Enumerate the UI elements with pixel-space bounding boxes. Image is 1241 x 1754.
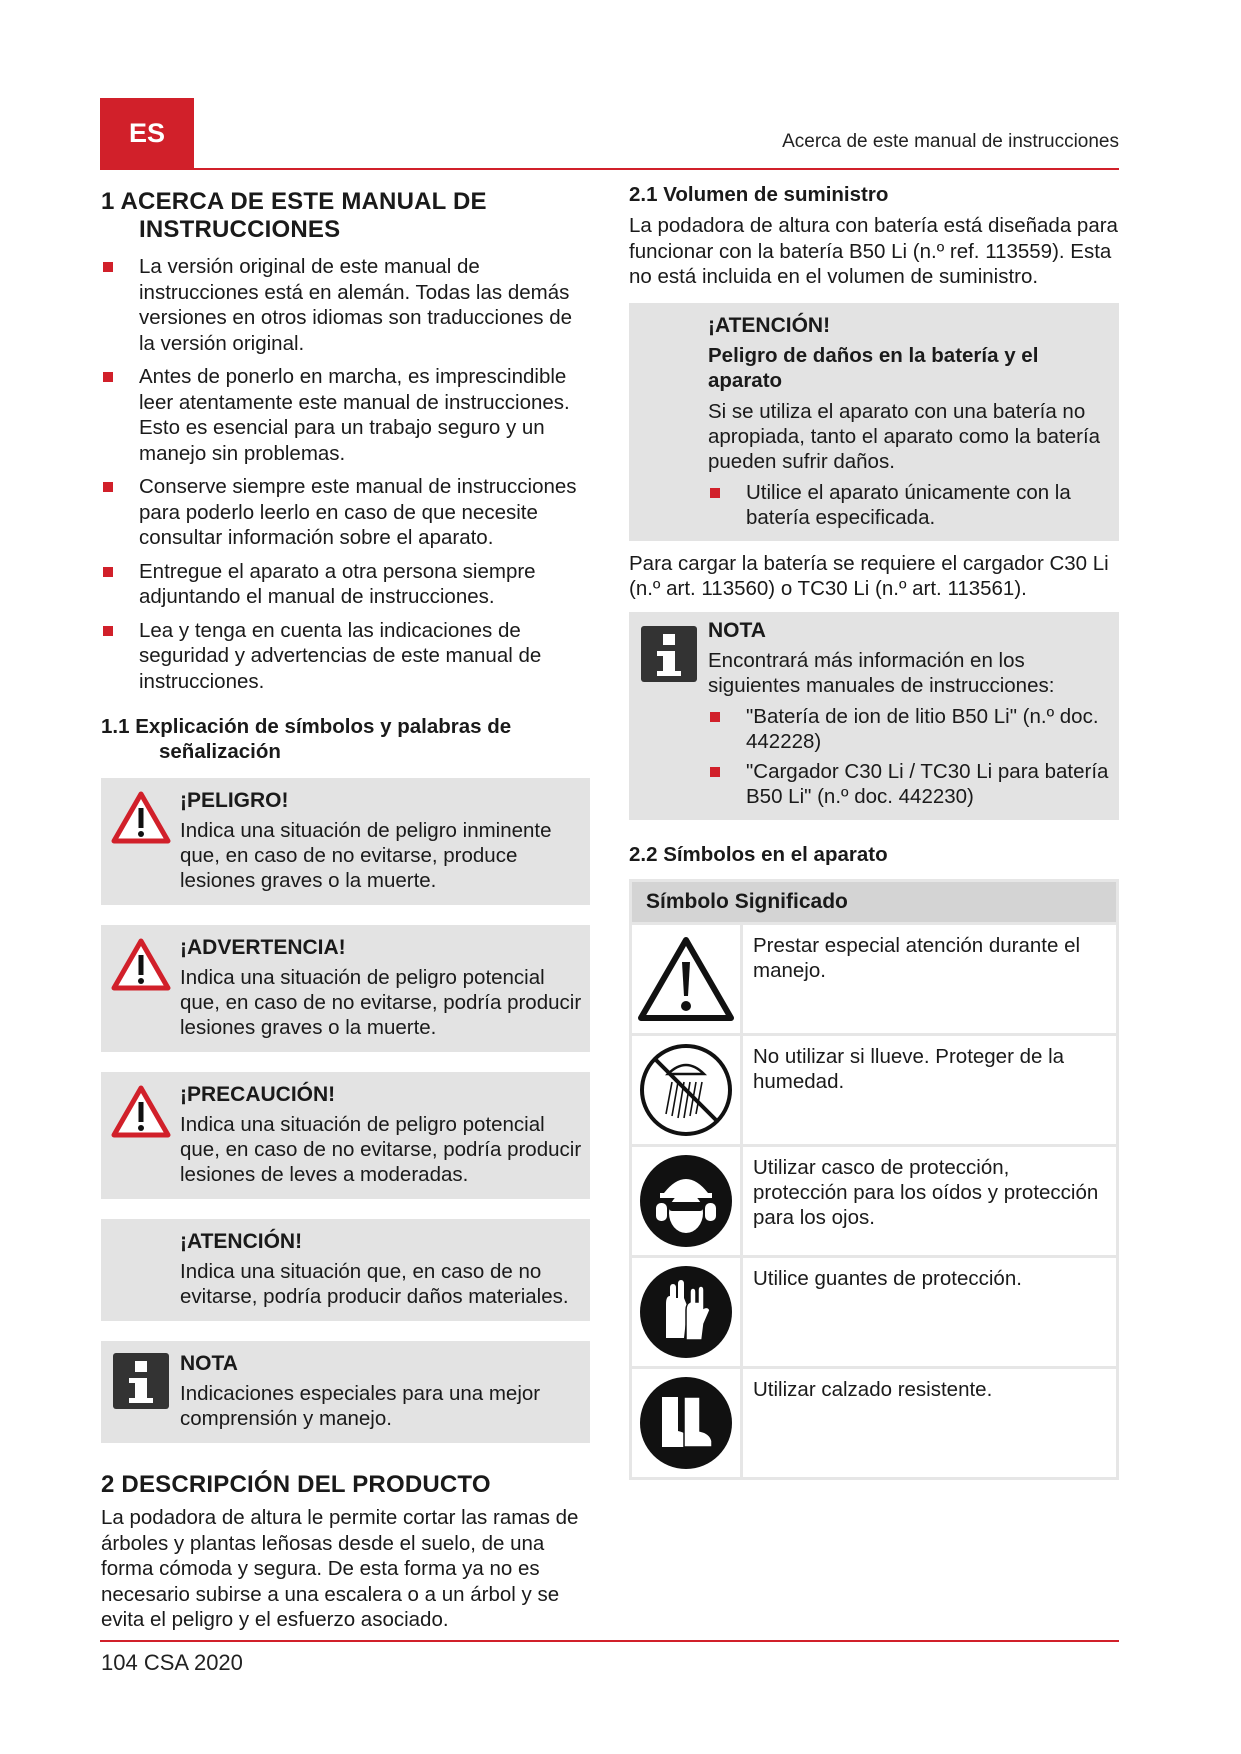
footer-divider: [100, 1640, 1119, 1642]
symbol-cell: [631, 1034, 742, 1145]
box-bullets: [708, 704, 1111, 810]
table-header: [631, 880, 1118, 923]
attention-box: [629, 303, 1119, 541]
warning-box: [101, 925, 590, 1052]
box-title: NOTA: [708, 618, 766, 642]
box-title: ¡ATENCIÓN!: [180, 1230, 303, 1253]
box-bullets: [708, 480, 1111, 531]
list-item: Entregue el aparato a otra persona siempre adjuntando el manual de instrucciones.: [101, 559, 590, 610]
box-title: ¡PELIGRO!: [180, 789, 289, 812]
warning-triangle-icon: [111, 1084, 171, 1140]
table-row: [631, 923, 1118, 1034]
table-header-row: [631, 880, 1118, 923]
box-subtitle: Peligro de daños en la batería y el aparato: [708, 343, 1039, 392]
table-row: [631, 1256, 1118, 1367]
warning-triangle-icon: [111, 937, 171, 993]
box-text: Indicaciones especiales para una mejor comprensión y manejo.: [180, 1382, 541, 1430]
box-text: Indica una situación que, en caso de no evitarse, podría producir daños materiales.: [180, 1260, 569, 1308]
header-divider: [100, 168, 1119, 170]
list-item: Lea y tenga en cuenta las indicaciones de seguridad y advertencias de este manual de instrucciones.: [101, 618, 590, 695]
list-item: "Batería de ion de litio B50 Li" (n.º doc. 442228): [708, 704, 1111, 755]
caution-triangle-icon: [636, 934, 736, 1024]
box-text: Si se utiliza el aparato con una batería no apropiada, tanto el aparato como la batería pueden sufrir daños.: [708, 399, 1101, 473]
column-header-symbol: Símbolo: [646, 889, 729, 913]
note-box: [629, 612, 1119, 820]
box-text: Encontrará más información en los siguientes manuales de instrucciones:: [708, 648, 1055, 697]
box-text: Indica una situación de peligro potencial que, en caso de no evitarse, podría producir lesiones graves o la muerte.: [180, 966, 582, 1039]
list-item: La versión original de este manual de instrucciones está en alemán. Todas las demás versiones en otros idiomas son traducciones de la versión original.: [101, 254, 590, 356]
symbol-cell: [631, 1145, 742, 1256]
symbols-table: [629, 879, 1119, 1480]
left-column: [101, 182, 590, 1633]
gloves-icon: [638, 1264, 734, 1360]
meaning-cell: Utilizar calzado resistente.: [742, 1367, 1118, 1478]
danger-box: [101, 778, 590, 905]
section-2-heading: 2 DESCRIPCIÓN DEL PRODUCTO: [101, 1471, 491, 1498]
symbol-cell: [631, 923, 742, 1034]
section-2-1-heading: 2.1 Volumen de suministro: [629, 183, 889, 206]
language-tab: ES: [100, 98, 194, 168]
box-text: Indica una situación de peligro potencial que, en caso de no evitarse, podría producir lesiones de leves a moderadas.: [180, 1113, 582, 1186]
box-title: NOTA: [180, 1352, 238, 1375]
head-protection-icon: [638, 1153, 734, 1249]
page-footer: 104 CSA 2020: [101, 1650, 243, 1675]
list-item: "Cargador C30 Li / TC30 Li para batería B50 Li" (n.º doc. 442230): [708, 759, 1111, 810]
section-1-1-heading: 1.1 Explicación de símbolos y palabras de señalización: [101, 715, 512, 763]
meaning-cell: Utilice guantes de protección.: [742, 1256, 1118, 1367]
list-item: Antes de ponerlo en marcha, es imprescindible leer atentamente este manual de instrucciones. Esto es esencial para un trabajo seguro y un manejo sin problemas.: [101, 364, 590, 466]
table-row: [631, 1145, 1118, 1256]
right-column: [629, 182, 1119, 1480]
list-item: Utilice el aparato únicamente con la batería especificada.: [708, 480, 1111, 531]
no-rain-icon: [638, 1042, 734, 1138]
meaning-cell: No utilizar si llueve. Proteger de la humedad.: [742, 1034, 1118, 1145]
section-2-text: La podadora de altura le permite cortar las ramas de árboles y plantas leñosas desde el suelo, de una forma cómoda y segura. De esta forma ya no es necesario subirse a una escalera o a un árbol y se evita el peligro y el esfuerzo asociado.: [101, 1506, 579, 1631]
table-row: [631, 1034, 1118, 1145]
symbol-cell: [631, 1256, 742, 1367]
list-item: Conserve siempre este manual de instrucciones para poderlo leerlo en caso de que necesite consultar información sobre el aparato.: [101, 474, 590, 551]
caution-box: [101, 1072, 590, 1199]
section-2-1-text: La podadora de altura con batería está diseñada para funcionar con la batería B50 Li (n.º ref. 113559). Esta no está incluida en el volumen de suministro.: [629, 214, 1118, 288]
boots-icon: [638, 1375, 734, 1471]
column-header-meaning: Significado: [734, 889, 848, 913]
section-1-bullets: [101, 254, 590, 694]
meaning-cell: Prestar especial atención durante el manejo.: [742, 923, 1118, 1034]
note-box: [101, 1341, 590, 1443]
meaning-cell: Utilizar casco de protección, protección para los oídos y protección para los ojos.: [742, 1145, 1118, 1256]
running-header: Acerca de este manual de instrucciones: [782, 131, 1119, 152]
section-1-heading: 1 ACERCA DE ESTE MANUAL DE INSTRUCCIONES: [101, 188, 487, 243]
info-icon: [111, 1353, 171, 1409]
box-text: Indica una situación de peligro inminente que, en caso de no evitarse, produce lesiones graves o la muerte.: [180, 819, 552, 892]
table-row: [631, 1367, 1118, 1478]
box-title: ¡PRECAUCIÓN!: [180, 1083, 336, 1106]
box-title: ¡ATENCIÓN!: [708, 313, 831, 337]
box-title: ¡ADVERTENCIA!: [180, 936, 346, 959]
info-icon: [639, 626, 699, 682]
attention-box: [101, 1219, 590, 1321]
charger-text: Para cargar la batería se requiere el cargador C30 Li (n.º art. 113560) o TC30 Li (n.º art. 113561).: [629, 551, 1109, 600]
section-2-2-heading: 2.2 Símbolos en el aparato: [629, 842, 888, 866]
symbol-cell: [631, 1367, 742, 1478]
warning-triangle-icon: [111, 790, 171, 846]
